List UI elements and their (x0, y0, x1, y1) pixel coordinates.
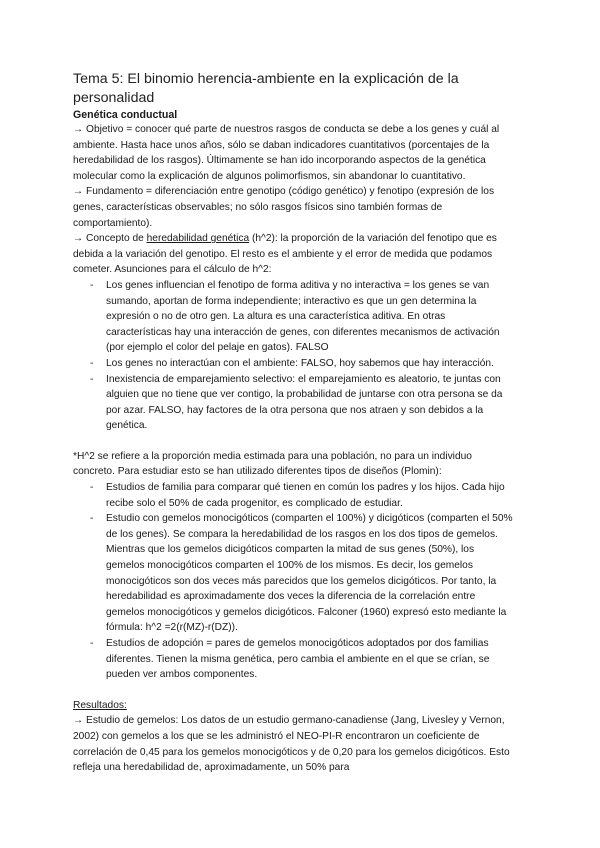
document-page (73, 70, 513, 776)
concepto-prefix: → Concepto de (73, 233, 147, 245)
resultados-heading: Resultados: (73, 699, 127, 711)
objetivo-paragraph: → Objetivo = conocer qué parte de nuestros rasgos de conducta se debe a los genes y cuál al ambiente. Hasta hace unos años, sólo se daban indicadores cuantitativos (porcentajes de la heredabilidad de los rasgos). Últimamente se han ido incorporando aspectos de la genética molecular como la explicación de algunos polimorfismos, sin abandonar lo cuantitativo. (73, 124, 500, 182)
list-item: - Estudio con gemelos monocigóticos (comparten el 100%) y dicigóticos (comparten el 50% de los genes). Se compara la heredabilidad de los rasgos en los dos tipos de gemelos. Mientras que los gemelos dicigóticos comparten la mitad de sus genes (50%), los gemelos monocigóticos comparten el 100% de los mismos. Es decir, los gemelos monocigóticos son dos veces más parecidos que los gemelos dicigóticos. Por tanto, la heredabilidad es aproximadamente dos veces la diferencia de la correlación entre gemelos monocigóticos y gemelos dicigóticos. Falconer (1960) expresó esto mediante la fórmula: h^2 =2(r(MZ)-r(DZ)). (73, 511, 513, 636)
list-item: - Los genes no interactúan con el ambiente: FALSO, hoy sabemos que hay interacción. (73, 356, 513, 372)
spacer (73, 434, 513, 449)
concepto-suffix: (h^2): la proporción de la variación del fenotipo que es debida a la variación del genotipo. El resto es el ambiente y el error de medida que podamos cometer. Asunciones para el cálculo de h^2: (73, 233, 497, 276)
page-title: Tema 5: El binomio herencia-ambiente en la explicación de la personalidad (73, 71, 459, 106)
nota-paragraph: *H^2 se refiere a la proporción media estimada para una población, no para un individuo concreto. Para estudiar esto se han utilizado diferentes tipos de diseños (Plomin): (73, 450, 472, 478)
concepto-paragraph (73, 231, 513, 278)
asunciones-list (73, 278, 513, 434)
disenos-list (73, 480, 513, 683)
spacer (73, 683, 513, 698)
resultados-paragraph: → Estudio de gemelos: Los datos de un estudio germano-canadiense (Jang, Livesley y Vernon, 2002) con gemelos a los que se les administró el NEO-PI-R encontraron un coeficiente de correlación de 0,45 para los gemelos monocigóticos y de 0,20 para los gemelos dicigóticos. Esto refleja una heredabilidad de, aproximadamente, un 50% para (73, 715, 510, 774)
list-item: - Inexistencia de emparejamiento selectivo: el emparejamiento es aleatorio, te juntas con alguien que no tiene que ver contigo, la probabilidad de juntarse con otra persona se da por azar. FALSO, hay factores de la otra persona que nos atraen y son debidos a la genética. (73, 372, 513, 434)
fundamento-paragraph: → Fundamento = diferenciación entre genotipo (código genético) y fenotipo (expresión de los genes, características observables; no sólo rasgos físicos sino también formas de comportamiento). (73, 186, 495, 229)
list-item: - Estudios de adopción = pares de gemelos monocigóticos adoptados por dos familias diferentes. Tienen la misma genética, pero cambia el ambiente en el que se crían, se pueden ver ambos componentes. (73, 636, 513, 683)
list-item: - Estudios de familia para comparar qué tienen en común los padres y los hijos. Cada hijo recibe solo el 50% de cada progenitor, es complicado de estudiar. (73, 480, 513, 511)
section-heading: Genética conductual (73, 109, 178, 121)
list-item: - Los genes influencian el fenotipo de forma aditiva y no interactiva = los genes se van sumando, aportan de forma independiente; interactivo es que un gen determina la expresión o no de otro gen. La altura es una característica aditiva. En otras características hay una interacción de genes, con diferentes mecanismos de activación (por ejemplo el color del pelaje en gatos). FALSO (73, 278, 513, 356)
heredabilidad-term: heredabilidad genética (146, 233, 250, 245)
